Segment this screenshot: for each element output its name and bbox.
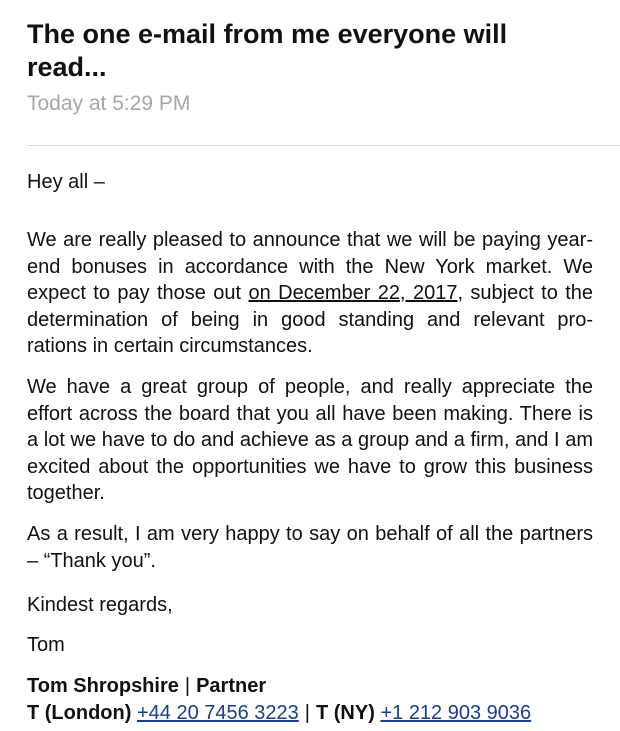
- signature-separator: |: [184, 675, 191, 697]
- date-link[interactable]: on December 22, 2017: [248, 282, 458, 304]
- email-closing: Kindest regards,: [27, 594, 173, 616]
- signature-name: Tom Shropshire: [27, 675, 179, 697]
- sender-first-name: Tom: [27, 634, 65, 656]
- london-phone-link[interactable]: +44 20 7456 3223: [136, 702, 299, 724]
- email-timestamp: Today at 5:29 PM: [27, 92, 191, 115]
- phone-separator: |: [304, 702, 310, 724]
- ny-phone-link[interactable]: +1 212 903 9036: [380, 702, 532, 724]
- email-paragraph-3: As a result, I am very happy to say on behalf of all the partners – “Thank you”.: [27, 523, 593, 572]
- email-paragraph-1: [27, 227, 593, 360]
- london-phone-label: T (London): [27, 702, 132, 724]
- signature-name-line: [27, 673, 266, 699]
- email-paragraph-2: We have a great group of people, and really appreciate the effort across the board that you all have been making. There is a lot we have to do and achieve as a group and a firm, and I am excited about the opportunities we have to grow this business together.: [27, 376, 593, 504]
- ny-phone-label: T (NY): [316, 702, 375, 724]
- paragraph-1-text-end: , subject to the determination of being in good standing and relevant pro-rations in certain circumstances.: [27, 282, 594, 357]
- header-divider: [27, 145, 620, 146]
- signature-title: Partner: [196, 675, 267, 697]
- email-greeting: Hey all –: [27, 171, 105, 193]
- email-subject: The one e-mail from me everyone will read...: [27, 19, 508, 82]
- signature-phone-line: [27, 700, 531, 726]
- paragraph-1-text-start: We are really pleased to announce that we will be paying year-end bonuses in accordance with the New York market. We expect to pay those out: [27, 229, 593, 304]
